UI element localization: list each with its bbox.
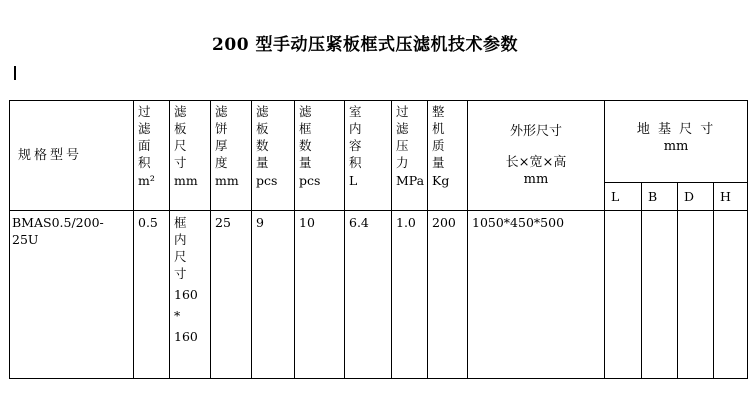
cell-machine-weight: 200 [428, 211, 468, 379]
header-filter-area: 过 滤 面 积 m² [134, 101, 170, 211]
header-outer-size: 外形尺寸 长×宽×高 mm [468, 101, 605, 211]
header-filter-pressure: 过 滤 压 力 MPa [392, 101, 428, 211]
unit-label: pcs [256, 173, 278, 188]
header-chamber-volume: 室 内 容 积 L [345, 101, 392, 211]
cell-filter-pressure: 1.0 [392, 211, 428, 379]
unit-label: mm [215, 173, 239, 188]
cell-foundation-b [642, 211, 678, 379]
cell-filter-area: 0.5 [134, 211, 170, 379]
spec-table [9, 100, 748, 379]
cell-foundation-d [678, 211, 714, 379]
header-frame-count: 滤 框 数 量 pcs [295, 101, 345, 211]
header-foundation-l: L [605, 183, 642, 211]
header-machine-weight: 整 机 质 量 Kg [428, 101, 468, 211]
header-foundation: 地 基 尺 寸 mm [605, 101, 748, 183]
header-foundation-b: B [642, 183, 678, 211]
header-foundation-d: D [678, 183, 714, 211]
unit-label: m² [138, 173, 155, 188]
text-cursor [14, 66, 16, 80]
header-model: 规格型号 [10, 101, 134, 211]
cell-frame-count: 10 [295, 211, 345, 379]
unit-label: MPa [396, 173, 425, 188]
cell-model: BMAS0.5/200-25U [10, 211, 134, 379]
header-row [10, 101, 748, 183]
cell-chamber-volume: 6.4 [345, 211, 392, 379]
header-foundation-h: H [714, 183, 748, 211]
header-plate-size: 滤 板 尺 寸 mm [170, 101, 211, 211]
cell-outer-size: 1050*450*500 [468, 211, 605, 379]
header-plate-count: 滤 板 数 量 pcs [252, 101, 295, 211]
cell-foundation-l [605, 211, 642, 379]
unit-label: L [349, 173, 358, 188]
header-cake-thickness: 滤 饼 厚 度 mm [211, 101, 252, 211]
page-title: 200 型手动压紧板框式压滤机技术参数 [212, 35, 518, 55]
table-row [10, 211, 748, 379]
unit-label: mm [174, 173, 198, 188]
cell-plate-size: 框 内 尺 寸 160 * 160 [170, 211, 211, 379]
unit-label: pcs [299, 173, 321, 188]
cell-plate-count: 9 [252, 211, 295, 379]
unit-label: Kg [432, 173, 450, 188]
cell-cake-thickness: 25 [211, 211, 252, 379]
cell-foundation-h [714, 211, 748, 379]
